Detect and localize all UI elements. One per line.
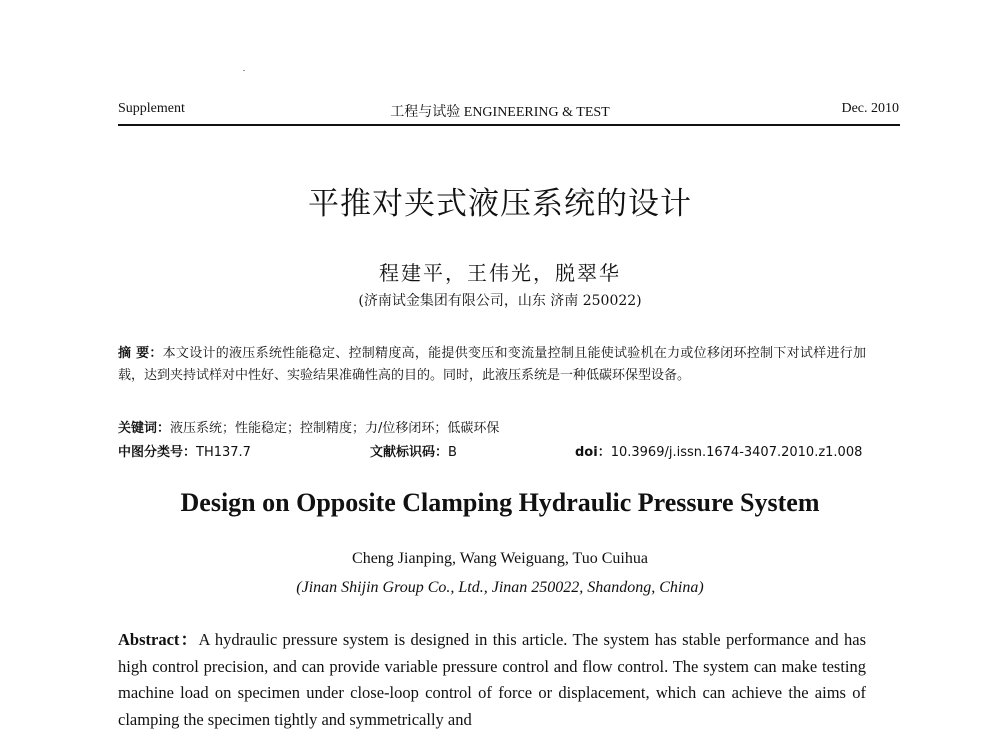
clc-label: 中图分类号：	[118, 445, 197, 460]
abstract-english-label: Abstract：	[118, 630, 199, 649]
document-code	[370, 441, 457, 460]
abstract-chinese-text: 本文设计的液压系统性能稳定、控制精度高，能提供变压和变流量控制且能使试验机在力或位移闭环控制下对试样进行加载，达到夹持试样对中性好、实验结果准确性高的目的。同时，此液压系统是一种低碳环保型设备。	[118, 346, 866, 383]
title-english: Design on Opposite Clamping Hydraulic Pressure System	[180, 488, 820, 517]
keywords-chinese	[118, 417, 866, 436]
doi	[575, 441, 862, 460]
title-chinese: 平推对夹式液压系统的设计	[308, 186, 692, 222]
running-header-left: Supplement	[118, 101, 185, 116]
clc-value: TH137.7	[196, 445, 251, 460]
abstract-english	[118, 627, 866, 733]
scan-speck	[243, 70, 245, 71]
abstract-english-text: A hydraulic pressure system is designed in this article. The system has stable performance and has high control precision, and can provide variable pressure control and flow control. The system can make testing machine load on specimen under close-loop control of force or displacement, which can achieve the aims of clamping the specimen tightly and symmetrically and	[118, 630, 866, 729]
affiliation-chinese: (济南试金集团有限公司，山东 济南 250022)	[358, 293, 642, 309]
running-header-journal: 工程与试验 ENGINEERING & TEST	[390, 105, 610, 120]
authors-english: Cheng Jianping, Wang Weiguang, Tuo Cuihua	[352, 550, 648, 567]
affiliation-english: (Jinan Shijin Group Co., Ltd., Jinan 250022, Shandong, China)	[296, 579, 704, 596]
keywords-chinese-label: 关键词：	[118, 421, 171, 436]
header-rule	[118, 124, 900, 126]
abstract-chinese-label: 摘 要：	[118, 346, 163, 361]
doi-label: doi：	[575, 445, 611, 460]
abstract-chinese	[118, 343, 866, 387]
running-header-date: Dec. 2010	[841, 101, 899, 116]
doi-value: 10.3969/j.issn.1674-3407.2010.z1.008	[610, 445, 863, 460]
document-code-value: B	[448, 445, 457, 460]
clc-number	[118, 441, 251, 460]
document-code-label: 文献标识码：	[370, 445, 449, 460]
authors-chinese: 程建平，王伟光，脱翠华	[379, 261, 621, 285]
keywords-chinese-text: 液压系统；性能稳定；控制精度；力/位移闭环；低碳环保	[170, 421, 500, 436]
